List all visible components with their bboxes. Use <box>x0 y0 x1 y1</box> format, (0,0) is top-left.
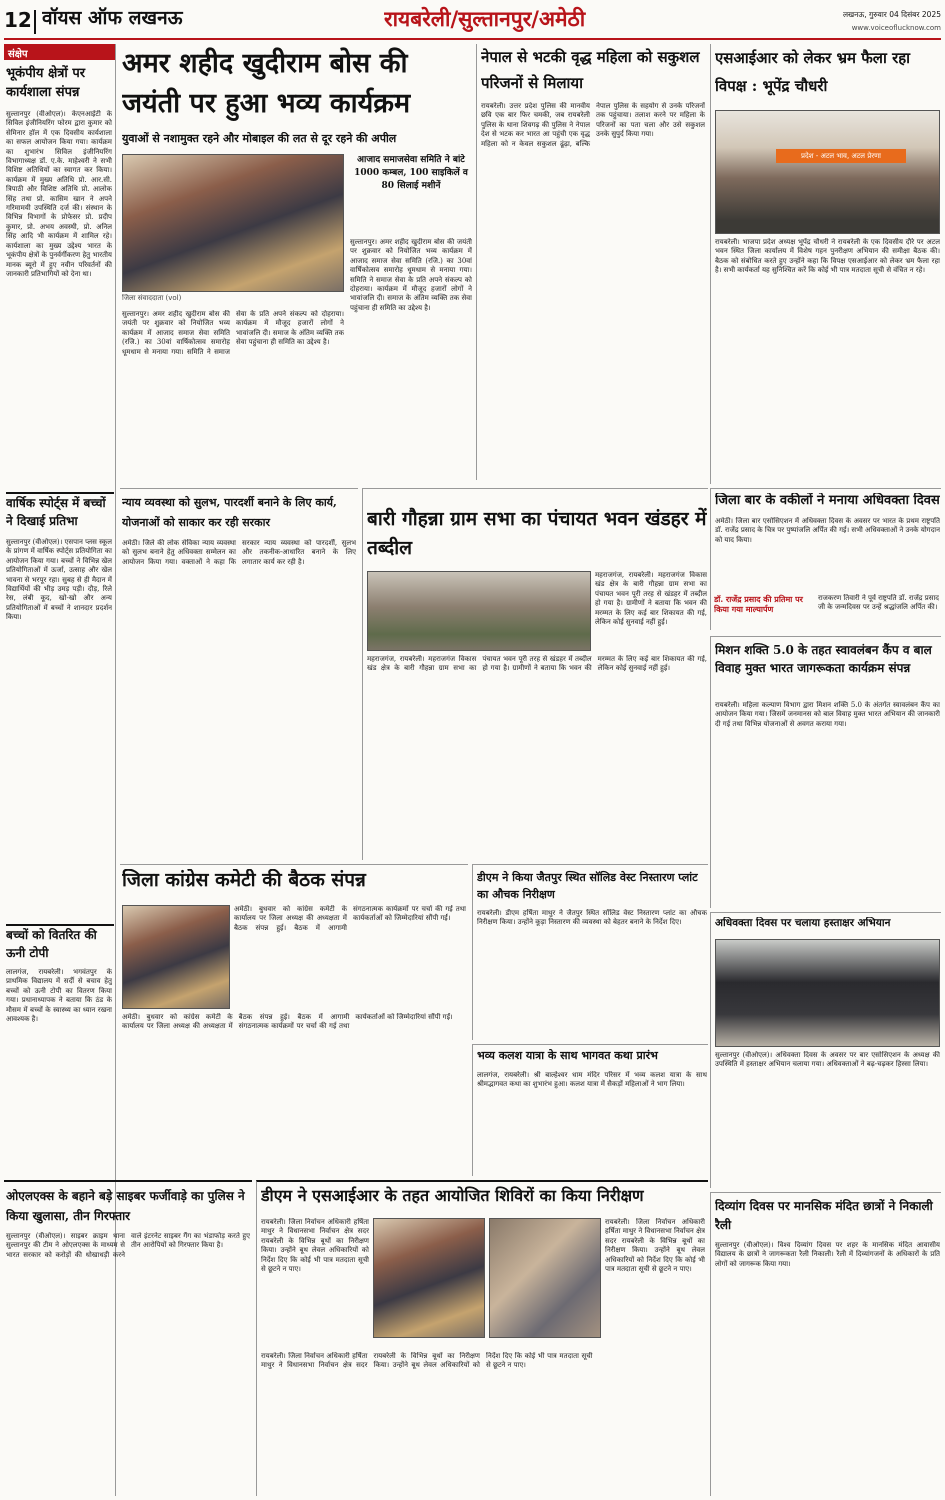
divyang-body: सुल्तानपुर (वीओएल)। विश्व दिव्यांग दिवस पर शहर के मानसिक मंदित आवासीय विद्यालय के छात्रों ने जागरूकता रैली निकाली। रैली में दिव्यांगजनों के अधिकारों के प्रति लोगों को जागरूक किया गया। <box>715 1241 940 1268</box>
congress-photo <box>122 905 230 1009</box>
sports-headline: वार्षिक स्पोर्ट्स में बच्चों ने दिखाई प्रतिभा <box>6 492 114 534</box>
katha-headline: भव्य कलश यात्रा के साथ भागवत कथा प्रारंभ <box>477 1049 658 1062</box>
congress-body-b: अमेठी। बुधवार को कांग्रेस कमेटी के कार्यालय पर जिला अध्यक्ष की अध्यक्षता में बैठक संपन्न हुई। बैठक में आगामी संगठनात्मक कार्यक्रमों पर चर्चा की गई तथा कार्यकर्ताओं को जिम्मेदारियां सौंपी गईं। <box>122 1013 453 1031</box>
bhupendra-body: रायबरेली। भाजपा प्रदेश अध्यक्ष भूपेंद्र चौधरी ने रायबरेली के एक दिवसीय दौरे पर अटल भवन स्थित जिला कार्यालय में विशेष गहन पुनरीक्षण अभियान की समीक्षा बैठक की। बैठक को संबोधित करते हुए उन्होंने कहा कि विपक्ष एसआईआर को लेकर भ्रम फैला रहा है। सभी कार्यकर्ता यह सुनिश्चित करें कि कोई भी पात्र मतदाता सूची से वंचित न रहे। <box>715 238 940 275</box>
mission-story <box>710 636 941 908</box>
dm-plant-body: रायबरेली। डीएम हर्षिता माथुर ने जैतपुर स्थित सॉलिड वेस्ट निस्तारण प्लांट का औचक निरीक्षण किया। उन्होंने कूड़ा निस्तारण की व्यवस्था को बेहतर बनाने के निर्देश दिए। <box>477 909 707 927</box>
page-number: 12 <box>4 8 32 32</box>
workshop-headline: भूकंपीय क्षेत्रों पर कार्यशाला संपन्न <box>6 66 86 100</box>
website: www.voiceoflucknow.com <box>851 24 941 32</box>
dateline: लखनऊ, गुरुवार 04 दिसंबर 2025 <box>842 10 941 19</box>
lead-body-right: सुल्तानपुर। अमर शहीद खुदीराम बोस की जयंती पर शुक्रवार को नियोजित भव्य कार्यक्रम में आजाद समाज सेवा समिति (रजि.) का 30वां वार्षिकोत्सव समारोह धूमधाम से मनाया गया। समिति ने समाज सेवा के प्रति अपने संकल्प को दोहराया। कार्यक्रम में मौजूद हजारों लोगों ने भावांजलि दी। समाज के अंतिम व्यक्ति तक सेवा पहुंचाना ही समिति का उद्देश्य है। <box>350 238 472 312</box>
sports-body: सुल्तानपुर (वीओएल)। एसपान प्लस स्कूल के प्रांगण में वार्षिक स्पोर्ट्स प्रतियोगिता का आयोजन किया गया। बच्चों ने विभिन्न खेल प्रतियोगिताओं में ऊर्जा, उत्साह और खेल भावना से भरपूर रहा। सुबह से ही मैदान में विद्यार्थियों की भीड़ उमड़ पड़ी। दौड़, रिले रेस, लंबी कूद, खो-खो और अन्य प्रतियोगिताओं में बच्चों ने शानदार प्रदर्शन किया। <box>6 538 112 622</box>
caps-headline: बच्चों को वितरित की ऊनी टोपी <box>6 924 114 964</box>
paper-name: वॉयस ऑफ लखनऊ <box>42 7 183 29</box>
sir-headline: डीएम ने एसआईआर के तहत आयोजित शिविरों का किया निरीक्षण <box>261 1186 644 1205</box>
lawyers-body: अमेठी। जिला बार एसोसिएशन में अधिवक्ता दिवस के अवसर पर भारत के प्रथम राष्ट्रपति डॉ. राजेंद्र प्रसाद के चित्र पर पुष्पांजलि अर्पित की गई। सभी अधिवक्ताओं ने उनके योगदान को याद किया। <box>715 517 940 544</box>
workshop-body: सुल्तानपुर (वीओएल)। केएनआईटी के सिविल इंजीनियरिंग फोरम द्वारा कुमार को सेमिनार हॉल में एक दिवसीय कार्यशाला का सफल आयोजन किया गया। कार्यक्रम का शुभारंभ सिविल इंजीनियरिंग विभागाध्यक्ष डॉ. ए.के. माहेश्वरी ने सभी विशिष्ट अतिथियों का स्वागत कर किया। कार्यक्रम में मुख्य अतिथि प्रो. आर.सी. त्रिपाठी और विशिष्ट अतिथि प्रो. आलोक सिंह तथा प्रो. कासिम खान ने अपने गरिमामयी उपस्थिति दर्ज की। संस्थान के विभिन्न विभागों के प्रोफेसर प्रो. प्रदीप कुमार, प्रो. अभय अवस्थी, प्रो. अनिल सिंह आदि भी कार्यक्रम में शामिल रहे। कार्यशाला का मुख्य उद्देश्य भारत के भूकंपीय क्षेत्रों के पुनर्वर्गीकरण हेतु भारतीय मानक ब्यूरो में हुए नवीन परिवर्तनों की जानकारी प्रतिभागियों को देना था। <box>6 110 112 278</box>
divyang-headline: दिव्यांग दिवस पर मानसिक मंदित छात्रों ने निकाली रैली <box>715 1199 933 1232</box>
rajendra-headline: डॉ. राजेंद्र प्रसाद की प्रतिमा पर किया गया माल्यार्पण <box>714 594 803 614</box>
gram-body-right: महराजगंज, रायबरेली। महराजगंज विकास खंड क्षेत्र के बारी गौहन्ना ग्राम सभा का पंचायत भवन पूरी तरह से खंडहर में तब्दील हो गया है। ग्रामीणों ने बताया कि भवन की मरम्मत के लिए कई बार शिकायत की गई, लेकिन कोई सुनवाई नहीं हुई। <box>595 571 707 627</box>
nyay-body: अमेठी। जिले की लोक सेविका न्याय व्यवस्था को सुलभ बनाने हेतु अधिवक्ता सम्मेलन का आयोजन किया गया। वक्ताओं ने कहा कि सरकार न्याय व्यवस्था को पारदर्शी, सुलभ और तकनीक-आधारित बनाने के लिए लगातार कार्य कर रही है। <box>122 539 356 566</box>
gram-body-bottom: महराजगंज, रायबरेली। महराजगंज विकास खंड क्षेत्र के बारी गौहन्ना ग्राम सभा का पंचायत भवन पूरी तरह से खंडहर में तब्दील हो गया है। ग्रामीणों ने बताया कि भवन की मरम्मत के लिए कई बार शिकायत की गई, लेकिन कोई सुनवाई नहीं हुई। <box>367 655 707 673</box>
cyber-headline: ओएलएक्स के बहाने बड़े साइबर फर्जीवाड़े का पुलिस ने किया खुलासा, तीन गिरफ्तार <box>6 1189 245 1223</box>
katha-story <box>472 1044 708 1176</box>
masthead-divider <box>34 10 36 34</box>
nepal-story <box>476 44 706 480</box>
section-title: रायबरेली/सुल्तानपुर/अमेठी <box>384 6 586 31</box>
sir-story <box>256 1180 708 1496</box>
brief-label: संक्षेप <box>4 44 116 60</box>
nepal-body: रायबरेली। उत्तर प्रदेश पुलिस की मानवीय छवि एक बार फिर चमकी, जब रायबरेली पुलिस के थाना शिवगढ़ की पुलिस ने नेपाल देश से भटक कर भारत आ पहुंची एक वृद्ध महिला को न केवल सकुशल ढूंढ़ा, बल्कि नेपाल पुलिस के सहयोग से उनके परिजनों तक पहुंचाया। तलाश करने पर महिला के परिजनों का पता चला और उसे सकुशल उनके सुपुर्द किया गया। <box>481 102 705 148</box>
congress-headline: जिला कांग्रेस कमेटी की बैठक संपन्न <box>122 869 366 891</box>
nyay-headline: न्याय व्यवस्था को सुलभ, पारदर्शी बनाने के लिए कार्य, योजनाओं को साकार कर रही सरकार <box>122 496 337 529</box>
bhupendra-story <box>710 44 941 484</box>
gram-headline: बारी गौहन्ना ग्राम सभा का पंचायत भवन खंडहर में तब्दील <box>367 508 707 559</box>
dm-plant-headline: डीएम ने किया जैतपुर स्थित सॉलिड वेस्ट निस्तारण प्लांट का औचक निरीक्षण <box>477 871 698 901</box>
dm-plant-story <box>472 864 708 1040</box>
lawyers-headline: जिला बार के वकीलों ने मनाया अधिवक्ता दिवस <box>715 493 940 508</box>
cyber-body: सुल्तानपुर (वीओएल)। साइबर क्राइम थाना सुल्तानपुर की टीम ने ओएलएक्स के माध्यम से भारत सरकार को करोड़ों की धोखाधड़ी करने वाले इंटरनेट साइबर गैंग का भंडाफोड़ करते हुए तीन आरोपियों को गिरफ्तार किया है। <box>6 1232 250 1259</box>
lead-photo <box>122 154 344 292</box>
rajendra-body: राजकरण तिवारी ने पूर्व राष्ट्रपति डॉ. राजेंद्र प्रसाद जी के जन्मदिवस पर उन्हें श्रद्धांजलि अर्पित की। <box>818 594 939 612</box>
congress-story <box>120 864 468 1176</box>
bhupendra-photo <box>715 110 940 234</box>
sir-body-left: रायबरेली। जिला निर्वाचन अधिकारी हर्षिता माथुर ने विधानसभा निर्वाचन क्षेत्र सदर रायबरेली के विभिन्न बूथों का निरीक्षण किया। उन्होंने बूथ लेवल अधिकारियों को निर्देश दिए कि कोई भी पात्र मतदाता सूची से छूटने न पाए। <box>261 1218 369 1274</box>
katha-body: लालगंज, रायबरेली। श्री बाल्हेश्वर धाम मंदिर परिसर में भव्य कलश यात्रा के साथ श्रीमद्भागवत कथा का शुभारंभ हुआ। कलश यात्रा में सैकड़ों महिलाओं ने भाग लिया। <box>477 1071 707 1089</box>
signature-headline: अधिवक्ता दिवस पर चलाया हस्ताक्षर अभियान <box>715 917 891 929</box>
divyang-story <box>710 1192 941 1496</box>
lead-body-left: सुल्तानपुर। अमर शहीद खुदीराम बोस की जयंती पर शुक्रवार को नियोजित भव्य कार्यक्रम में आजाद समाज सेवा समिति (रजि.) का 30वां वार्षिकोत्सव समारोह धूमधाम से मनाया गया। समिति ने समाज सेवा के प्रति अपने संकल्प को दोहराया। कार्यक्रम में मौजूद हजारों लोगों ने भावांजलि दी। समाज के अंतिम व्यक्ति तक सेवा पहुंचाना ही समिति का उद्देश्य है। <box>122 310 344 356</box>
caps-body: लालगंज, रायबरेली। भगवंतपुर के प्राथमिक विद्यालय में सर्दी से बचाव हेतु बच्चों को ऊनी टोपी का वितरण किया गया। प्रधानाध्यापक ने बताया कि ठंड के मौसम में बच्चों के स्वास्थ्य का ध्यान रखना आवश्यक है। <box>6 968 112 1024</box>
sir-body-bottom: रायबरेली। जिला निर्वाचन अधिकारी हर्षिता माथुर ने विधानसभा निर्वाचन क्षेत्र सदर रायबरेली के विभिन्न बूथों का निरीक्षण किया। उन्होंने बूथ लेवल अधिकारियों को निर्देश दिए कि कोई भी पात्र मतदाता सूची से छूटने न पाए। <box>261 1352 593 1370</box>
cyber-story <box>4 1180 252 1496</box>
mission-body: रायबरेली। महिला कल्याण विभाग द्वारा मिशन शक्ति 5.0 के अंतर्गत स्वावलंबन कैंप का आयोजन किया गया। जिसमें जनमानस को बाल विवाह मुक्त भारत अभियान की जानकारी दी गई तथा विभिन्न योजनाओं से अवगत कराया गया। <box>715 701 940 728</box>
signature-body: सुल्तानपुर (वीओएल)। अधिवक्ता दिवस के अवसर पर बार एसोसिएशन के अध्यक्ष की उपस्थिति में हस्ताक्षर अभियान चलाया गया। अधिवक्ताओं ने बढ़-चढ़कर हिस्सा लिया। <box>715 1051 940 1069</box>
gram-photo <box>367 571 591 651</box>
nyay-story <box>120 488 358 860</box>
lead-photo-caption: जिला संवाददाता (vol) <box>122 294 182 302</box>
lead-deck: आजाद समाजसेवा समिति ने बांटे 1000 कम्बल, 100 साइकिलें व 80 सिलाई मशीनें <box>354 155 468 191</box>
rajendra-box <box>714 594 939 634</box>
sir-photo-1 <box>373 1218 485 1338</box>
sir-photo-2 <box>489 1218 601 1338</box>
signature-story <box>710 912 941 1188</box>
sir-body-right: रायबरेली। जिला निर्वाचन अधिकारी हर्षिता माथुर ने विधानसभा निर्वाचन क्षेत्र सदर रायबरेली के विभिन्न बूथों का निरीक्षण किया। उन्होंने बूथ लेवल अधिकारियों को निर्देश दिए कि कोई भी पात्र मतदाता सूची से छूटने न पाए। <box>605 1218 705 1274</box>
congress-body-a: अमेठी। बुधवार को कांग्रेस कमेटी के कार्यालय पर जिला अध्यक्ष की अध्यक्षता में बैठक संपन्न हुई। बैठक में आगामी संगठनात्मक कार्यक्रमों पर चर्चा की गई तथा कार्यकर्ताओं को जिम्मेदारियां सौंपी गईं। <box>234 905 466 932</box>
masthead <box>4 4 941 40</box>
lead-subhead: युवाओं से नशामुक्त रहने और मोबाइल की लत से दूर रहने की अपील <box>122 132 397 145</box>
bhupendra-headline: एसआईआर को लेकर भ्रम फैला रहा विपक्ष : भूपेंद्र चौधरी <box>715 49 911 95</box>
mission-headline: मिशन शक्ति 5.0 के तहत स्वावलंबन कैंप व बाल विवाह मुक्त भारत जागरूकता कार्यक्रम संपन्न <box>715 643 932 675</box>
signature-photo <box>715 939 940 1047</box>
lead-headline: अमर शहीद खुदीराम बोस की जयंती पर हुआ भव्य कार्यक्रम <box>122 48 411 119</box>
lead-story <box>120 44 472 484</box>
nepal-headline: नेपाल से भटकी वृद्ध महिला को सकुशल परिजनों से मिलाया <box>481 48 700 92</box>
stage-banner: प्रदेश - अटल भाव, अटल प्रेरणा <box>776 149 906 163</box>
gram-story <box>362 488 708 860</box>
